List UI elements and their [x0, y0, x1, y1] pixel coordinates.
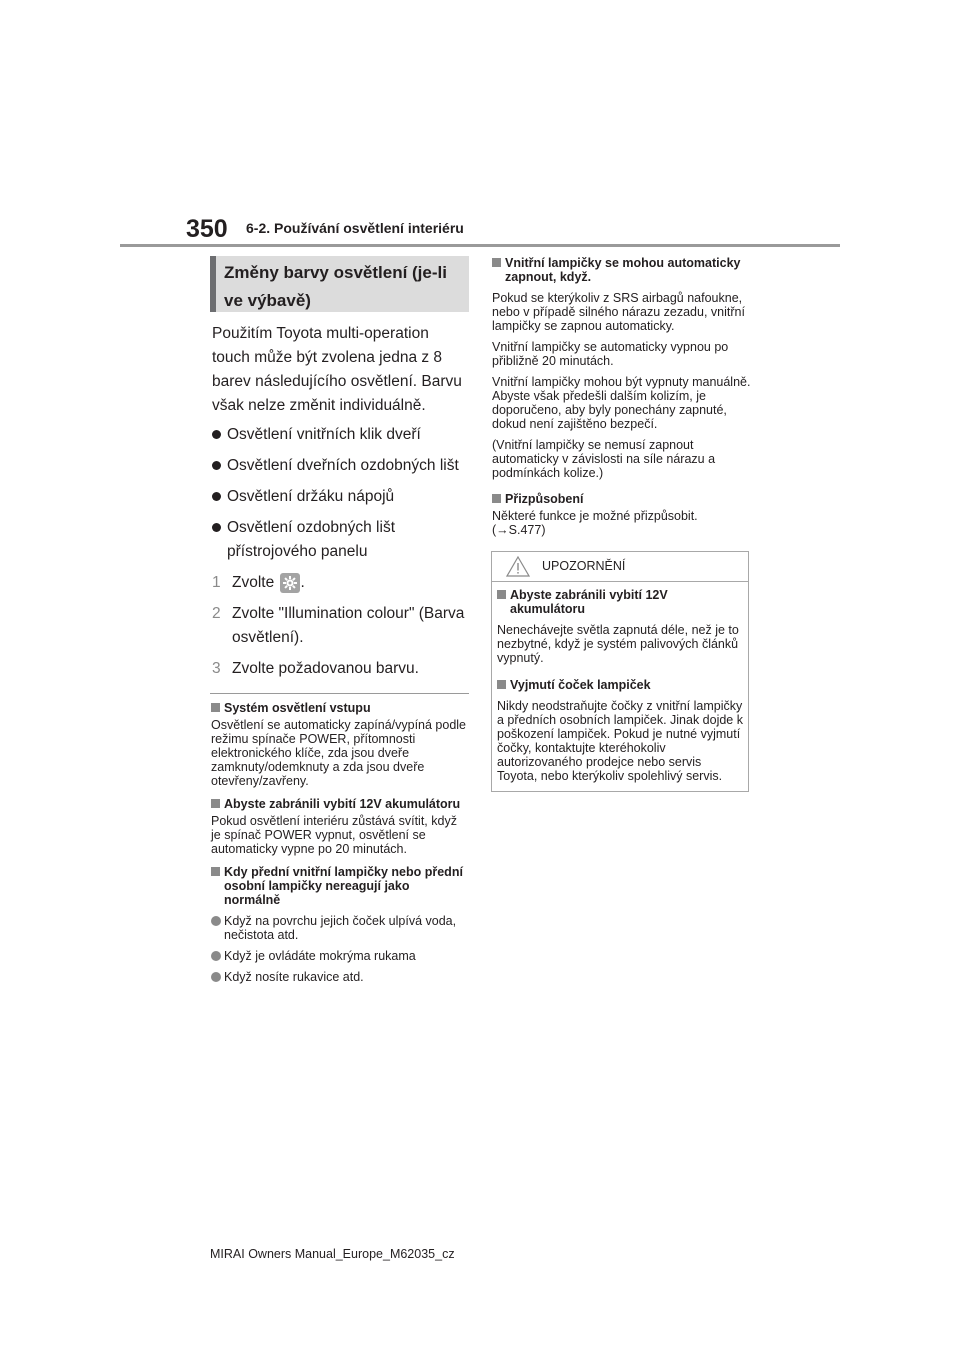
note-text: Pokud osvětlení interiéru zůstává svítit, když je spínač POWER vypnut, osvětlení se automaticky vypne po 20 minutách. [211, 814, 457, 856]
warning-text: Nenechávejte světla zapnutá déle, než je to nezbytné, když je systém palivových článků vypnutý. [497, 623, 739, 665]
square-bullet-icon [497, 590, 506, 599]
list-item: Osvětlení dveřních ozdobných lišt [210, 454, 469, 478]
step-number: 2 [212, 605, 221, 622]
warning-header [492, 552, 748, 582]
warning-title: UPOZORNĚNÍ [542, 559, 626, 573]
warning-body [492, 582, 748, 791]
step-1: 1 Zvolte . [210, 571, 469, 595]
section-divider [210, 693, 469, 694]
section-title: 6-2. Používání osvětlení interiéru [246, 220, 464, 236]
bullet-dot [212, 492, 221, 501]
square-bullet-icon [211, 703, 220, 712]
section-heading: Změny barvy osvětlení (je-li ve výbavě) [210, 256, 469, 312]
paragraph: Pokud se kterýkoliv z SRS airbagů nafoukne, nebo v případě silného nárazu zezadu, vnitřní lampičky se zapnou automaticky. [492, 291, 745, 333]
paragraph: (Vnitřní lampičky se nemusí zapnout automaticky v závislosti na síle nárazu a podmínkách kolize.) [492, 438, 716, 480]
square-bullet-icon [211, 799, 220, 808]
steps-list [210, 571, 469, 681]
warning-heading-lenses: Vyjmutí čoček lampiček [496, 678, 744, 692]
note-heading-customization: Přizpůsobení [491, 492, 751, 506]
square-bullet-icon [492, 258, 501, 267]
footer-document-id: MIRAI Owners Manual_Europe_M62035_cz [210, 1247, 455, 1261]
paragraph: Vnitřní lampičky se automaticky vypnou po přibližně 20 minutách. [492, 340, 729, 368]
illumination-list [210, 423, 469, 564]
bullet-dot [212, 430, 221, 439]
square-bullet-icon [211, 867, 220, 876]
list-item: Když na povrchu jejich čoček ulpívá voda, nečistota atd. [210, 914, 469, 942]
circle-bullet-icon [211, 916, 221, 926]
note-text: Osvětlení se automaticky zapíná/vypíná podle režimu spínače POWER, přítomnosti elektronického klíče, zda jsou dveře zamknuty/odemknuty a zda jsou dveře otevřeny/zavřeny. [211, 718, 467, 788]
step-number: 3 [212, 660, 221, 677]
warning-box [491, 551, 749, 792]
list-item: Osvětlení ozdobných lišt přístrojového panelu [210, 516, 469, 564]
circle-bullet-icon [211, 972, 221, 982]
circle-bullet-icon [211, 951, 221, 961]
list-item: Osvětlení vnitřních klik dveří [210, 423, 469, 447]
step-2: 2 Zvolte "Illumination colour" (Barva osvětlení). [210, 602, 469, 650]
warning-triangle-icon [506, 556, 530, 582]
customization-text: Některé funkce je možné přizpůsobit. (→S.477) [492, 509, 698, 537]
note-heading-battery: Abyste zabránili vybití 12V akumulátoru [210, 797, 469, 811]
warning-text: Nikdy neodstraňujte čočky z vnitřní lampičky a předních osobních lampiček. Jinak dojde k poškození lampiček. Pokud je nutné vyjmutí čočky, kontaktujte kteréhokoliv autorizovaného prodejce nebo servis Toyota, nebo kterýkoliv spolehlivý servis. [497, 699, 743, 783]
step-number: 1 [212, 574, 221, 591]
warning-heading-battery: Abyste zabránili vybití 12V akumulátoru [496, 588, 744, 616]
list-item: Když nosíte rukavice atd. [210, 970, 469, 984]
square-bullet-icon [492, 494, 501, 503]
list-item: Když je ovládáte mokrýma rukama [210, 949, 469, 963]
paragraph: Vnitřní lampičky mohou být vypnuty manuálně. Abyste však předešli dalším kolizím, je doporučeno, aby byly ponechány zapnuté, dokud není zajištěno bezpečí. [492, 375, 751, 431]
left-column [210, 256, 469, 984]
note-heading-lamps: Kdy přední vnitřní lampičky nebo přední osobní lampičky nereagují jako normálně [210, 865, 469, 907]
square-bullet-icon [497, 680, 506, 689]
note-heading-auto-on: Vnitřní lampičky se mohou automaticky zapnout, když. [491, 256, 751, 284]
list-item: Osvětlení držáku nápojů [210, 485, 469, 509]
page-number: 350 [186, 215, 228, 243]
right-column [491, 256, 751, 792]
bullet-dot [212, 461, 221, 470]
gear-icon [280, 573, 300, 593]
header-rule [120, 244, 840, 247]
bullet-dot [212, 523, 221, 532]
step-3: 3 Zvolte požadovanou barvu. [210, 657, 469, 681]
note-heading-entry-lighting: Systém osvětlení vstupu [210, 701, 469, 715]
intro-paragraph: Použitím Toyota multi-operation touch může být zvolena jedna z 8 barev následujícího osvětlení. Barvu však nelze změnit individuálně. [212, 325, 462, 414]
